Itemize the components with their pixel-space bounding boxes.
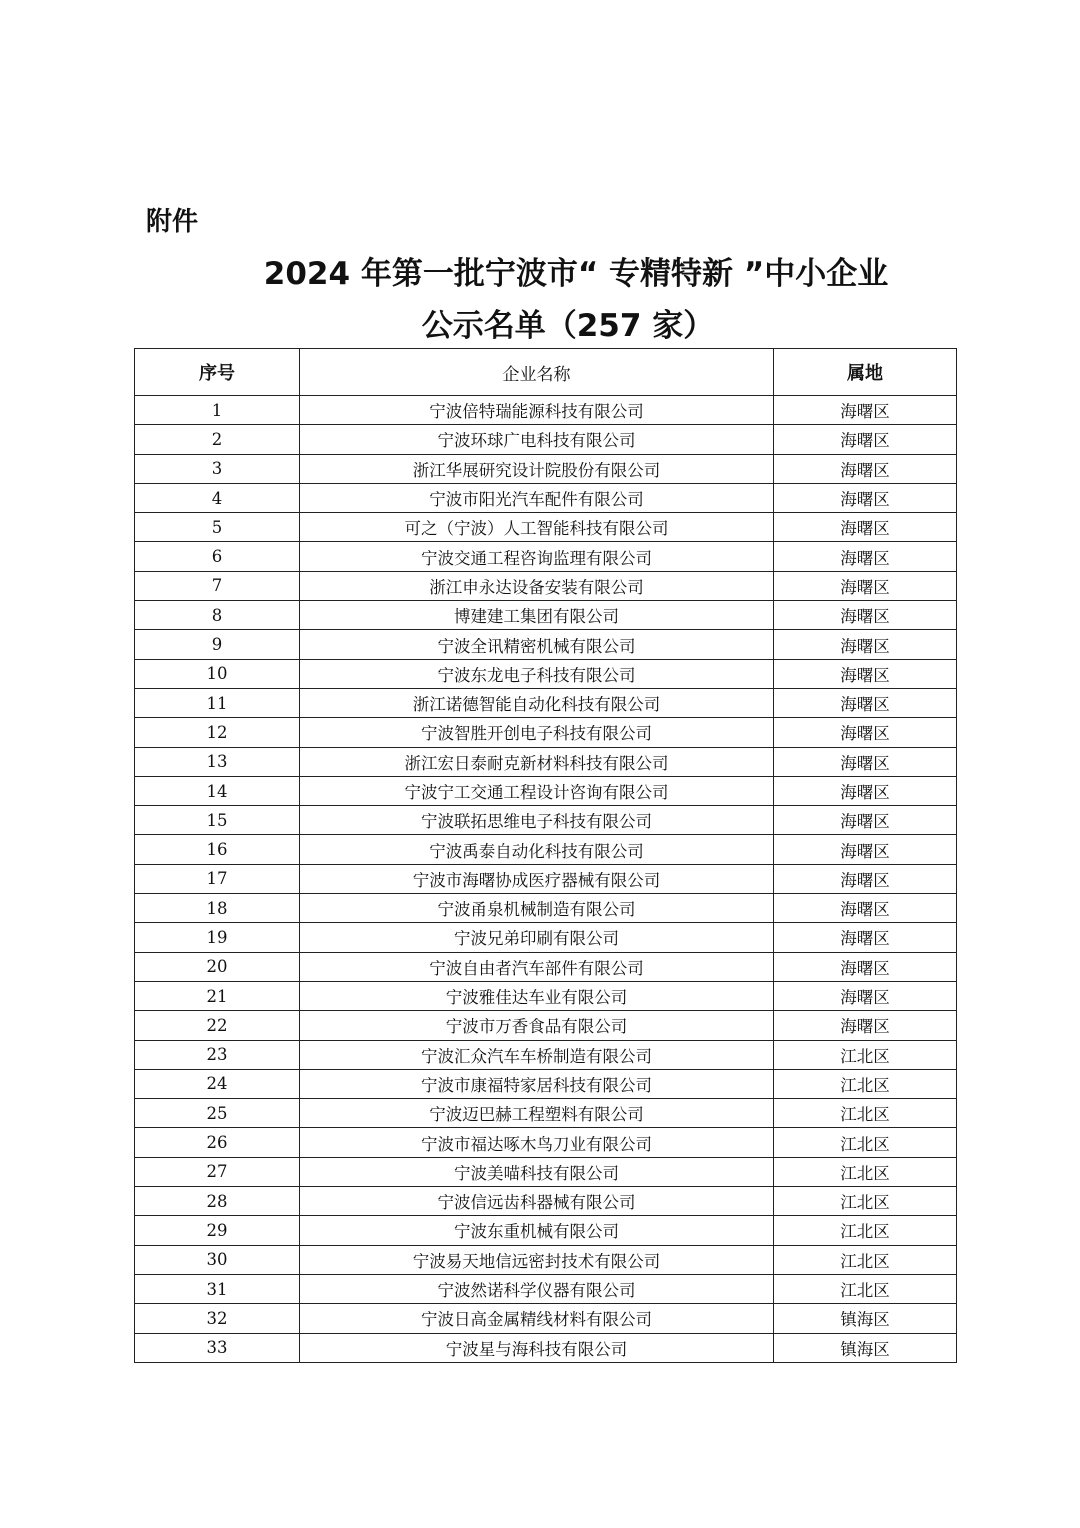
cell-company-name: 宁波星与海科技有限公司 [300, 1333, 774, 1362]
table-row [135, 1011, 957, 1040]
cell-region: 江北区 [774, 1069, 957, 1098]
cell-serial-number: 21 [135, 981, 300, 1010]
cell-serial-number: 17 [135, 864, 300, 893]
cell-company-name: 浙江宏日泰耐克新材料科技有限公司 [300, 747, 774, 776]
cell-serial-number: 5 [135, 513, 300, 542]
cell-serial-number: 28 [135, 1187, 300, 1216]
cell-region: 海曙区 [774, 571, 957, 600]
table-row [135, 454, 957, 483]
cell-company-name: 宁波东重机械有限公司 [300, 1216, 774, 1245]
cell-company-name: 宁波禹泰自动化科技有限公司 [300, 835, 774, 864]
cell-serial-number: 32 [135, 1304, 300, 1333]
cell-serial-number: 30 [135, 1245, 300, 1274]
cell-region: 江北区 [774, 1187, 957, 1216]
cell-serial-number: 7 [135, 571, 300, 600]
table-row [135, 659, 957, 688]
cell-serial-number: 14 [135, 776, 300, 805]
cell-region: 海曙区 [774, 952, 957, 981]
table-row [135, 396, 957, 425]
cell-serial-number: 23 [135, 1040, 300, 1069]
table-row [135, 571, 957, 600]
table-row [135, 1099, 957, 1128]
cell-region: 海曙区 [774, 396, 957, 425]
cell-company-name: 博建建工集团有限公司 [300, 601, 774, 630]
cell-serial-number: 16 [135, 835, 300, 864]
table-row [135, 483, 957, 512]
cell-company-name: 宁波然诺科学仪器有限公司 [300, 1274, 774, 1303]
cell-region: 江北区 [774, 1040, 957, 1069]
table-row [135, 513, 957, 542]
cell-region: 海曙区 [774, 630, 957, 659]
table-row [135, 1187, 957, 1216]
table-row [135, 1128, 957, 1157]
cell-serial-number: 31 [135, 1274, 300, 1303]
table-row [135, 981, 957, 1010]
table-row [135, 747, 957, 776]
cell-company-name: 宁波全讯精密机械有限公司 [300, 630, 774, 659]
table-row [135, 630, 957, 659]
table-row [135, 952, 957, 981]
table-row [135, 776, 957, 805]
cell-serial-number: 18 [135, 894, 300, 923]
cell-serial-number: 29 [135, 1216, 300, 1245]
cell-company-name: 宁波市阳光汽车配件有限公司 [300, 483, 774, 512]
cell-region: 海曙区 [774, 454, 957, 483]
header-region: 属地 [774, 349, 957, 396]
cell-serial-number: 13 [135, 747, 300, 776]
cell-region: 海曙区 [774, 542, 957, 571]
cell-serial-number: 8 [135, 601, 300, 630]
company-list-table [134, 348, 957, 1363]
table-row [135, 1069, 957, 1098]
cell-serial-number: 19 [135, 923, 300, 952]
cell-region: 海曙区 [774, 776, 957, 805]
table-row [135, 542, 957, 571]
cell-serial-number: 3 [135, 454, 300, 483]
cell-serial-number: 2 [135, 425, 300, 454]
cell-serial-number: 4 [135, 483, 300, 512]
cell-region: 江北区 [774, 1216, 957, 1245]
cell-company-name: 浙江华展研究设计院股份有限公司 [300, 454, 774, 483]
cell-serial-number: 22 [135, 1011, 300, 1040]
cell-serial-number: 11 [135, 688, 300, 717]
cell-company-name: 宁波环球广电科技有限公司 [300, 425, 774, 454]
cell-company-name: 宁波自由者汽车部件有限公司 [300, 952, 774, 981]
cell-company-name: 宁波交通工程咨询监理有限公司 [300, 542, 774, 571]
cell-region: 江北区 [774, 1099, 957, 1128]
cell-region: 海曙区 [774, 425, 957, 454]
cell-serial-number: 6 [135, 542, 300, 571]
cell-company-name: 浙江诺德智能自动化科技有限公司 [300, 688, 774, 717]
cell-serial-number: 15 [135, 806, 300, 835]
table-row [135, 835, 957, 864]
cell-serial-number: 27 [135, 1157, 300, 1186]
cell-company-name: 宁波东龙电子科技有限公司 [300, 659, 774, 688]
cell-company-name: 宁波迈巴赫工程塑料有限公司 [300, 1099, 774, 1128]
cell-company-name: 宁波美喵科技有限公司 [300, 1157, 774, 1186]
table-header-row [135, 349, 957, 396]
cell-company-name: 宁波市海曙协成医疗器械有限公司 [300, 864, 774, 893]
cell-company-name: 宁波倍特瑞能源科技有限公司 [300, 396, 774, 425]
cell-region: 海曙区 [774, 981, 957, 1010]
cell-region: 江北区 [774, 1274, 957, 1303]
cell-company-name: 宁波联拓思维电子科技有限公司 [300, 806, 774, 835]
table-row [135, 894, 957, 923]
cell-region: 江北区 [774, 1128, 957, 1157]
table-row [135, 1216, 957, 1245]
table-row [135, 1304, 957, 1333]
document-title-line-2: 公示名单（257 家） [421, 308, 715, 344]
cell-region: 海曙区 [774, 718, 957, 747]
cell-company-name: 宁波信远齿科器械有限公司 [300, 1187, 774, 1216]
cell-company-name: 宁波智胜开创电子科技有限公司 [300, 718, 774, 747]
table-row [135, 1333, 957, 1362]
cell-region: 海曙区 [774, 513, 957, 542]
cell-company-name: 宁波汇众汽车车桥制造有限公司 [300, 1040, 774, 1069]
cell-company-name: 宁波市康福特家居科技有限公司 [300, 1069, 774, 1098]
cell-region: 海曙区 [774, 923, 957, 952]
table-body [135, 396, 957, 1363]
cell-company-name: 可之（宁波）人工智能科技有限公司 [300, 513, 774, 542]
cell-company-name: 宁波市万香食品有限公司 [300, 1011, 774, 1040]
cell-region: 海曙区 [774, 659, 957, 688]
cell-region: 海曙区 [774, 1011, 957, 1040]
cell-company-name: 宁波甬泉机械制造有限公司 [300, 894, 774, 923]
table-row [135, 923, 957, 952]
cell-region: 镇海区 [774, 1333, 957, 1362]
cell-company-name: 宁波易天地信远密封技术有限公司 [300, 1245, 774, 1274]
cell-region: 海曙区 [774, 601, 957, 630]
table-row [135, 806, 957, 835]
header-serial-number: 序号 [135, 349, 300, 396]
cell-serial-number: 24 [135, 1069, 300, 1098]
table-row [135, 1040, 957, 1069]
cell-company-name: 宁波宁工交通工程设计咨询有限公司 [300, 776, 774, 805]
cell-region: 镇海区 [774, 1304, 957, 1333]
document-title-line-1: 2024 年第一批宁波市“ 专精特新 ”中小企业 [263, 256, 889, 292]
table-row [135, 718, 957, 747]
cell-serial-number: 9 [135, 630, 300, 659]
cell-company-name: 宁波市福达啄木鸟刀业有限公司 [300, 1128, 774, 1157]
cell-company-name: 宁波日高金属精线材料有限公司 [300, 1304, 774, 1333]
cell-region: 海曙区 [774, 747, 957, 776]
cell-region: 江北区 [774, 1157, 957, 1186]
table-row [135, 688, 957, 717]
table-row [135, 864, 957, 893]
cell-company-name: 浙江申永达设备安装有限公司 [300, 571, 774, 600]
cell-region: 海曙区 [774, 806, 957, 835]
cell-region: 海曙区 [774, 864, 957, 893]
cell-serial-number: 26 [135, 1128, 300, 1157]
cell-company-name: 宁波兄弟印刷有限公司 [300, 923, 774, 952]
cell-serial-number: 12 [135, 718, 300, 747]
cell-region: 江北区 [774, 1245, 957, 1274]
cell-region: 海曙区 [774, 483, 957, 512]
cell-region: 海曙区 [774, 894, 957, 923]
cell-serial-number: 10 [135, 659, 300, 688]
cell-region: 海曙区 [774, 688, 957, 717]
cell-serial-number: 1 [135, 396, 300, 425]
table-row [135, 1245, 957, 1274]
table-row [135, 425, 957, 454]
attachment-label: 附件 [146, 207, 199, 237]
table-row [135, 601, 957, 630]
cell-serial-number: 20 [135, 952, 300, 981]
cell-region: 海曙区 [774, 835, 957, 864]
table-row [135, 1274, 957, 1303]
cell-serial-number: 33 [135, 1333, 300, 1362]
table-row [135, 1157, 957, 1186]
cell-serial-number: 25 [135, 1099, 300, 1128]
header-company-name: 企业名称 [300, 349, 774, 396]
cell-company-name: 宁波雅佳达车业有限公司 [300, 981, 774, 1010]
